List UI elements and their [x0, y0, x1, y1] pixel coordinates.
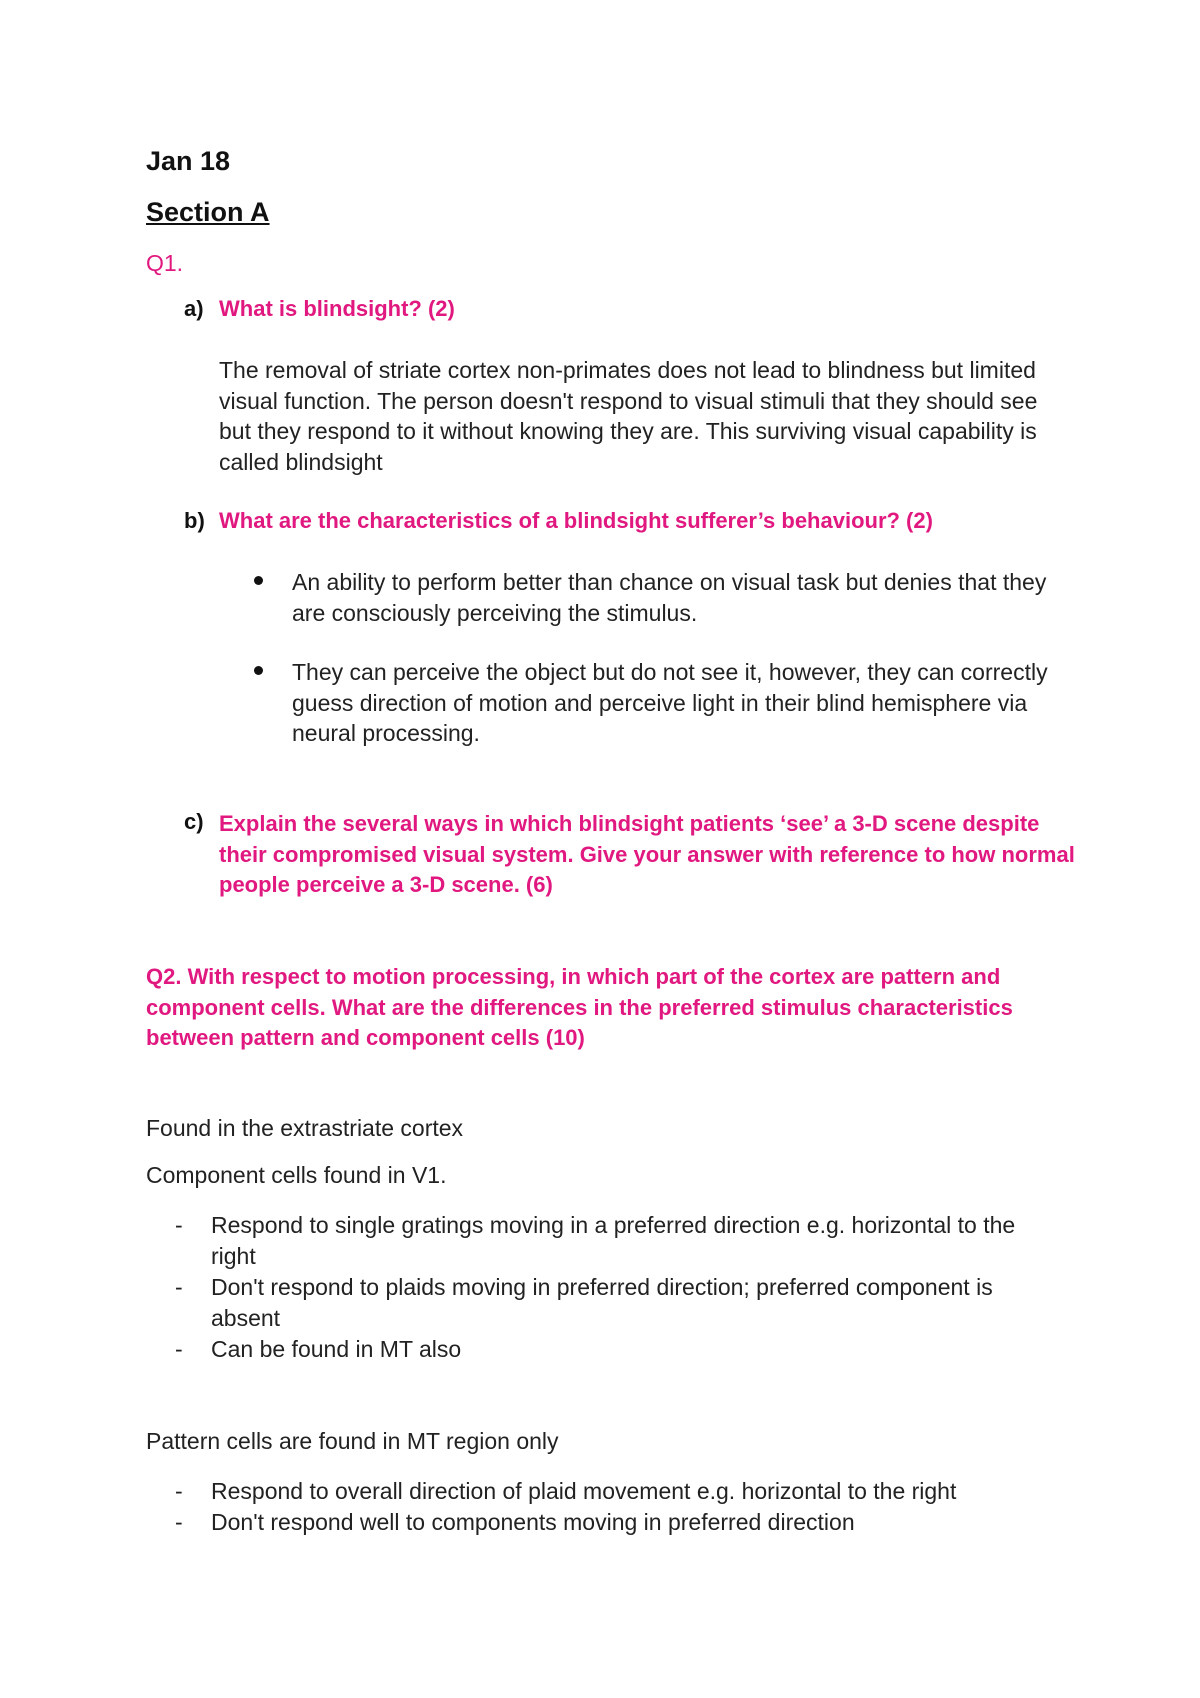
list-item [175, 1334, 1055, 1365]
answer-1b-bullet [254, 657, 1054, 749]
list-item [175, 1507, 1055, 1538]
page-heading-date: Jan 18 [146, 146, 231, 176]
dash-marker: - [175, 1509, 183, 1535]
list-item-text: Don't respond well to components moving in preferred direction [211, 1509, 855, 1535]
question-1c-marker: c) [184, 809, 204, 834]
list-item-text: Can be found in MT also [211, 1336, 462, 1362]
question-2-text: Q2. With respect to motion processing, in which part of the cortex are pattern and component cells. What are the differences in the preferred stimulus characteristics between pattern and component cells (10) [146, 964, 1013, 1050]
bullet-text: They can perceive the object but do not see it, however, they can correctly guess direction of motion and perceive light in their blind hemisphere via neural processing. [292, 659, 1048, 746]
question-1-label: Q1. [146, 250, 184, 276]
list-item [175, 1210, 1055, 1272]
list-item-text: Respond to overall direction of plaid movement e.g. horizontal to the right [211, 1478, 957, 1504]
bullet-icon [254, 576, 263, 585]
bullet-icon [254, 666, 263, 675]
question-1b-text: What are the characteristics of a blindsight sufferer’s behaviour? (2) [219, 508, 933, 533]
question-1a-text: What is blindsight? (2) [219, 296, 455, 321]
pattern-cells-list [175, 1476, 1055, 1538]
question-1c-text: Explain the several ways in which blindsight patients ‘see’ a 3-D scene despite their compromised visual system. Give your answer with reference to how normal people perceive a 3-D scene. (6) [219, 811, 1075, 897]
component-cells-intro: Component cells found in V1. [146, 1162, 447, 1188]
component-cells-list [175, 1210, 1055, 1365]
dash-marker: - [175, 1274, 183, 1300]
pattern-cells-intro: Pattern cells are found in MT region only [146, 1428, 559, 1454]
question-1b-marker: b) [184, 508, 205, 533]
dash-marker: - [175, 1478, 183, 1504]
answer-2-found: Found in the extrastriate cortex [146, 1115, 464, 1141]
list-item [175, 1272, 1055, 1334]
section-heading: Section A [146, 197, 270, 227]
list-item [175, 1476, 1055, 1507]
answer-1a: The removal of striate cortex non-primates does not lead to blindness but limited visual function. The person doesn't respond to visual stimuli that they should see but they respond to it without knowing they are. This surviving visual capability is called blindsight [219, 357, 1038, 475]
list-item-text: Respond to single gratings moving in a preferred direction e.g. horizontal to the right [211, 1212, 1016, 1269]
list-item-text: Don't respond to plaids moving in preferred direction; preferred component is absent [211, 1274, 993, 1331]
dash-marker: - [175, 1336, 183, 1362]
bullet-text: An ability to perform better than chance on visual task but denies that they are consciously perceiving the stimulus. [292, 569, 1047, 626]
dash-marker: - [175, 1212, 183, 1238]
answer-1b-bullet [254, 567, 1054, 628]
question-1a-marker: a) [184, 296, 204, 321]
